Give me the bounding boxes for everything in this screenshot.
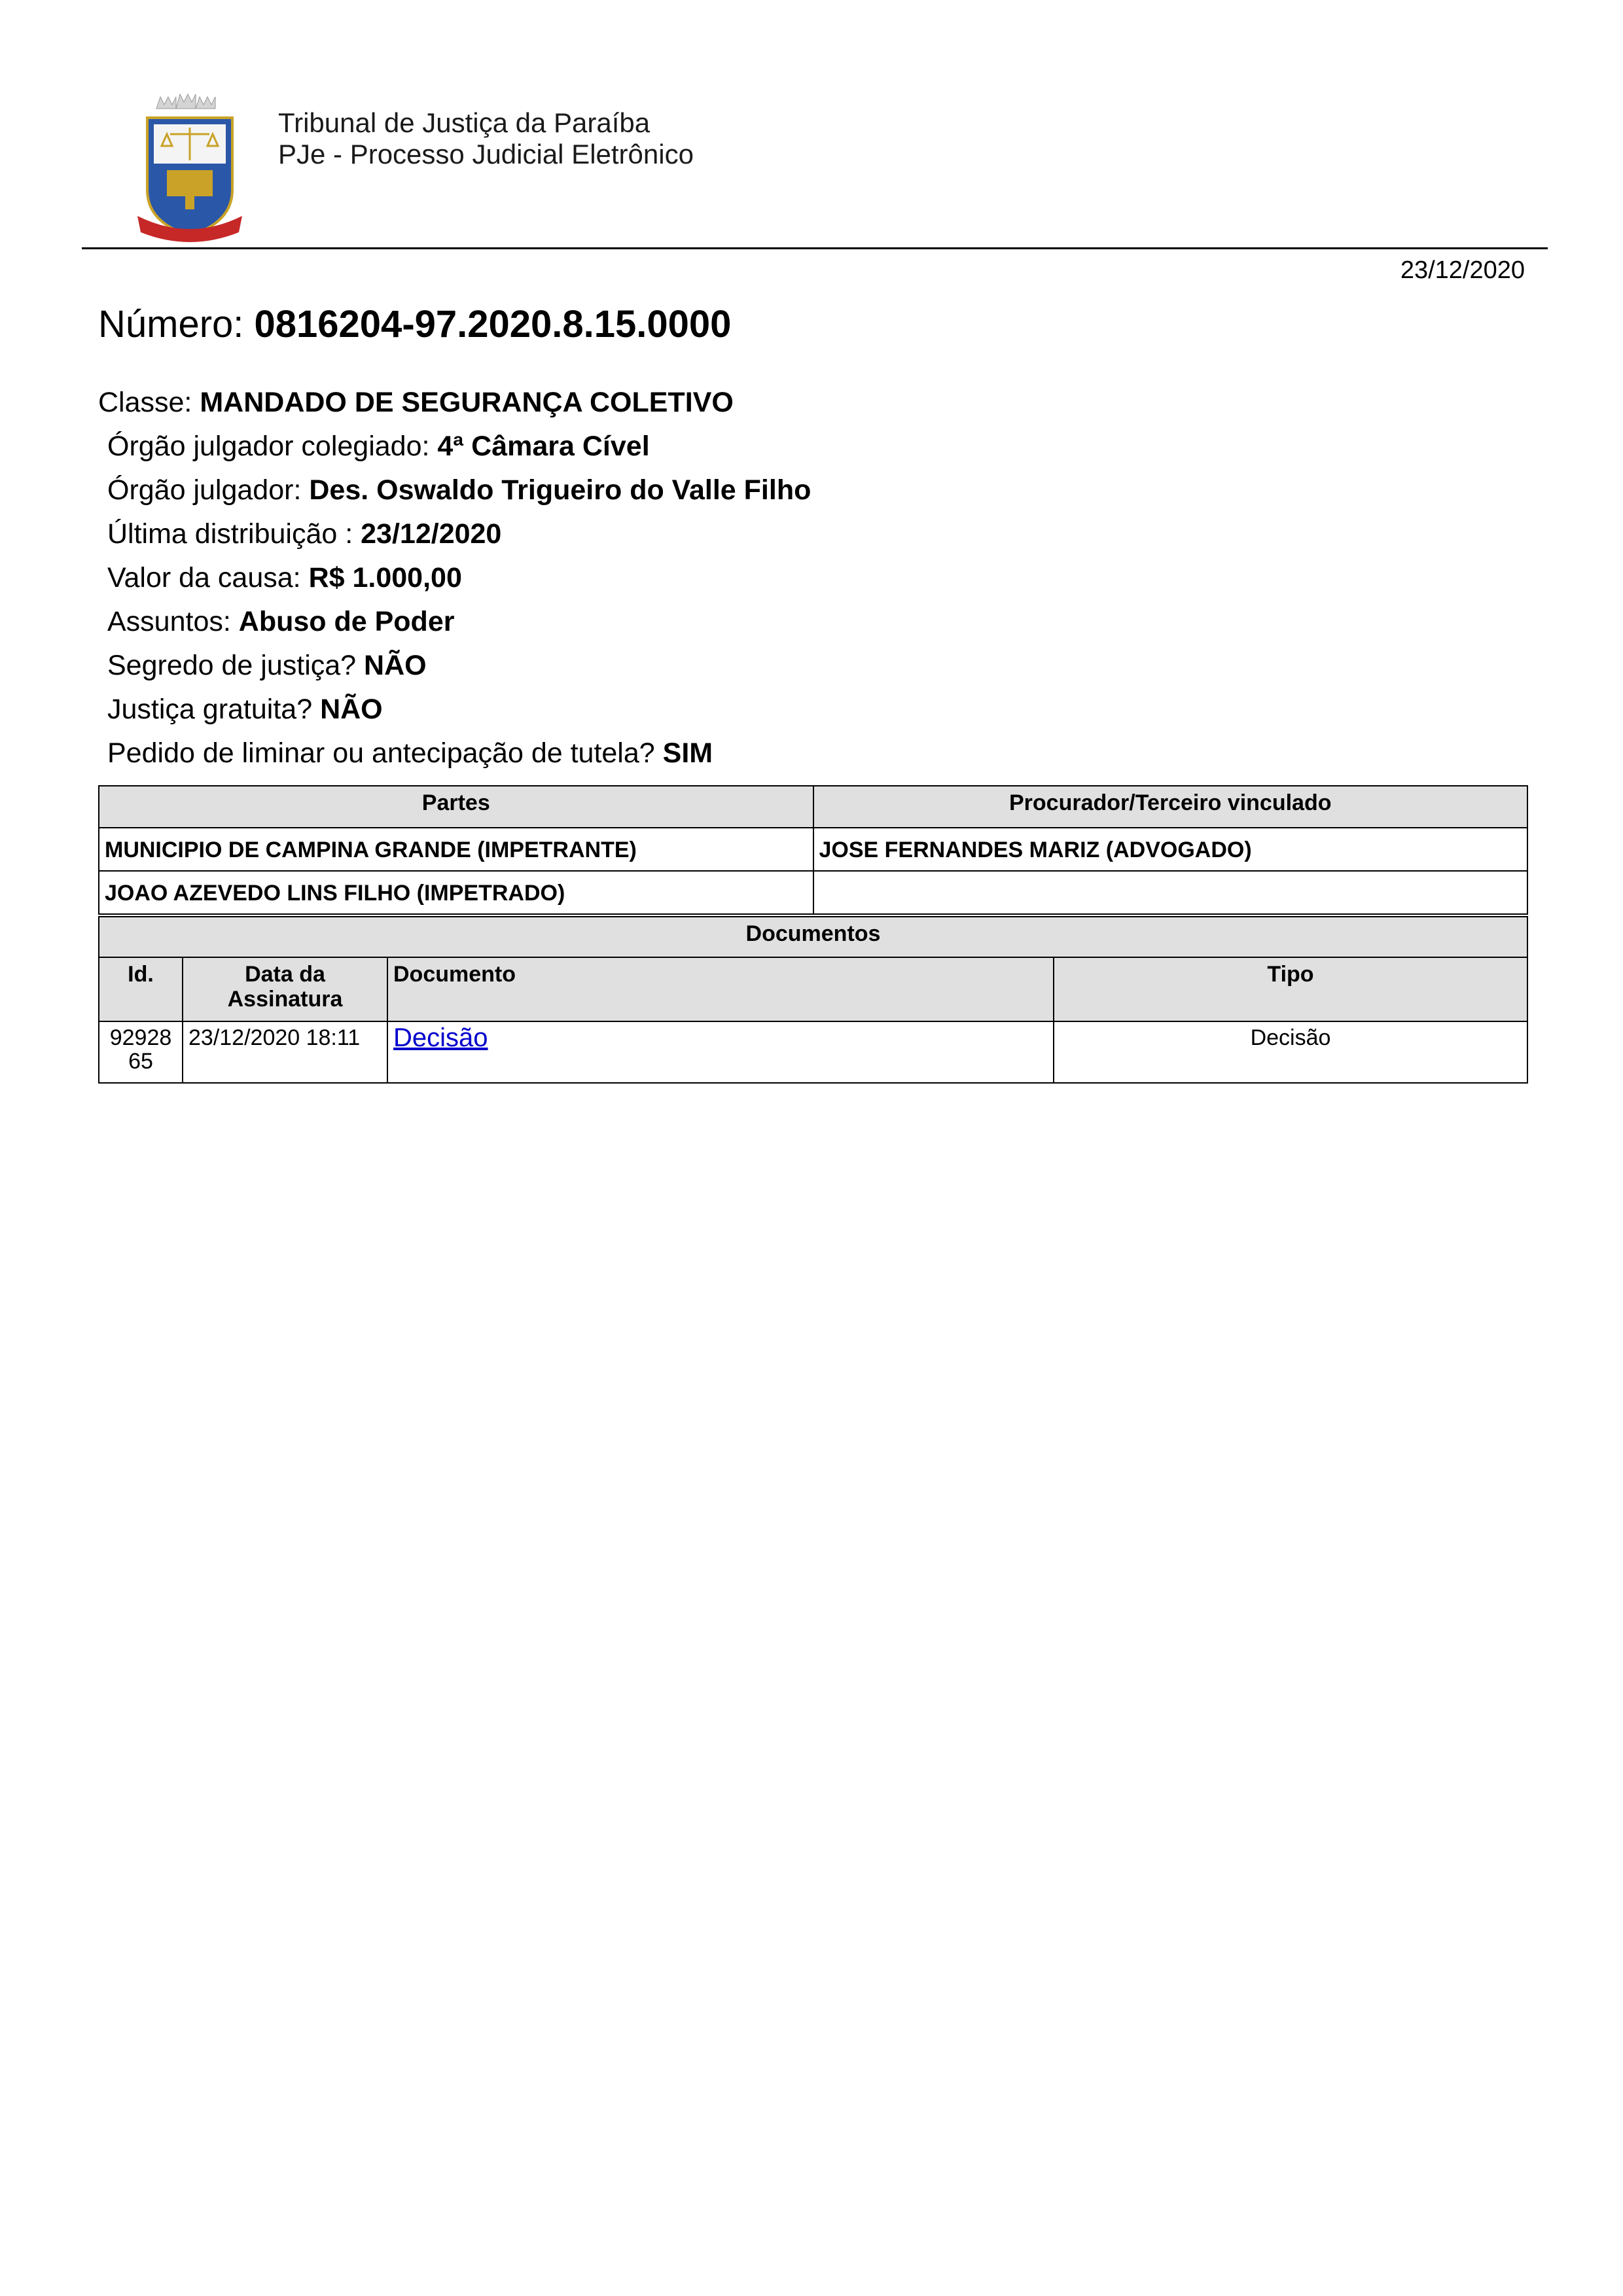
table-row bbox=[99, 1021, 1527, 1083]
column-header-data: Data da Assinatura bbox=[183, 957, 387, 1021]
column-header-id: Id. bbox=[99, 957, 183, 1021]
field-label: Segredo de justiça? bbox=[107, 650, 365, 681]
field-ultima-distribuicao bbox=[98, 512, 811, 556]
parte-cell: MUNICIPIO DE CAMPINA GRANDE (IMPETRANTE) bbox=[99, 828, 813, 871]
column-header-procurador: Procurador/Terceiro vinculado bbox=[813, 786, 1528, 828]
column-header-partes: Partes bbox=[99, 786, 813, 828]
field-value: Des. Oswaldo Trigueiro do Valle Filho bbox=[309, 474, 812, 506]
field-value: 23/12/2020 bbox=[361, 518, 502, 550]
field-classe bbox=[98, 381, 811, 425]
field-value: NÃO bbox=[320, 694, 383, 725]
process-number-value: 0816204-97.2020.8.15.0000 bbox=[254, 303, 732, 345]
field-justica-gratuita bbox=[98, 688, 811, 732]
field-label: Classe: bbox=[98, 387, 200, 418]
system-name: PJe - Processo Judicial Eletrônico bbox=[278, 139, 694, 169]
doc-name-cell bbox=[387, 1021, 1054, 1083]
doc-id-cell: 92928 65 bbox=[99, 1021, 183, 1083]
field-value: NÃO bbox=[364, 650, 427, 681]
table-header-row bbox=[99, 786, 1527, 828]
table-row bbox=[99, 828, 1527, 871]
partes-table bbox=[98, 785, 1528, 915]
process-fields bbox=[98, 381, 811, 775]
procurador-cell: JOSE FERNANDES MARIZ (ADVOGADO) bbox=[813, 828, 1528, 871]
field-pedido-liminar bbox=[98, 732, 811, 775]
column-header-tipo: Tipo bbox=[1054, 957, 1527, 1021]
field-valor-causa bbox=[98, 556, 811, 600]
process-number-label: Número: bbox=[98, 303, 255, 345]
field-orgao-colegiado bbox=[98, 425, 811, 468]
table-caption: Documentos bbox=[99, 917, 1527, 957]
doc-type-cell: Decisão bbox=[1054, 1021, 1527, 1083]
field-label: Última distribuição : bbox=[107, 518, 361, 550]
document-date: 23/12/2020 bbox=[1400, 256, 1525, 284]
column-header-documento: Documento bbox=[387, 957, 1054, 1021]
field-label: Órgão julgador: bbox=[107, 474, 310, 506]
table-caption-row bbox=[99, 917, 1527, 957]
field-label: Valor da causa: bbox=[107, 562, 309, 593]
field-label: Pedido de liminar ou antecipação de tutela? bbox=[107, 737, 663, 769]
field-segredo-justica bbox=[98, 644, 811, 688]
parte-cell: JOAO AZEVEDO LINS FILHO (IMPETRADO) bbox=[99, 871, 813, 914]
field-value: 4ª Câmara Cível bbox=[437, 431, 650, 462]
document-link[interactable]: Decisão bbox=[393, 1023, 488, 1052]
table-row bbox=[99, 871, 1527, 914]
field-label: Órgão julgador colegiado: bbox=[107, 431, 438, 462]
doc-date-cell: 23/12/2020 18:11 bbox=[183, 1021, 387, 1083]
field-orgao-julgador bbox=[98, 468, 811, 512]
field-assuntos bbox=[98, 600, 811, 644]
table-header-row bbox=[99, 957, 1527, 1021]
field-value: R$ 1.000,00 bbox=[308, 562, 462, 593]
documentos-table bbox=[98, 916, 1528, 1084]
field-label: Assuntos: bbox=[107, 606, 239, 637]
field-label: Justiça gratuita? bbox=[107, 694, 321, 725]
field-value: Abuso de Poder bbox=[238, 606, 455, 637]
field-value: MANDADO DE SEGURANÇA COLETIVO bbox=[200, 387, 734, 418]
process-number bbox=[98, 302, 731, 346]
field-value: SIM bbox=[662, 737, 713, 769]
institution-name: Tribunal de Justiça da Paraíba bbox=[278, 107, 651, 138]
document-header bbox=[82, 92, 1548, 249]
header-divider bbox=[82, 247, 1548, 249]
procurador-cell bbox=[813, 871, 1528, 914]
tjpb-coat-of-arms-logo bbox=[134, 92, 245, 243]
